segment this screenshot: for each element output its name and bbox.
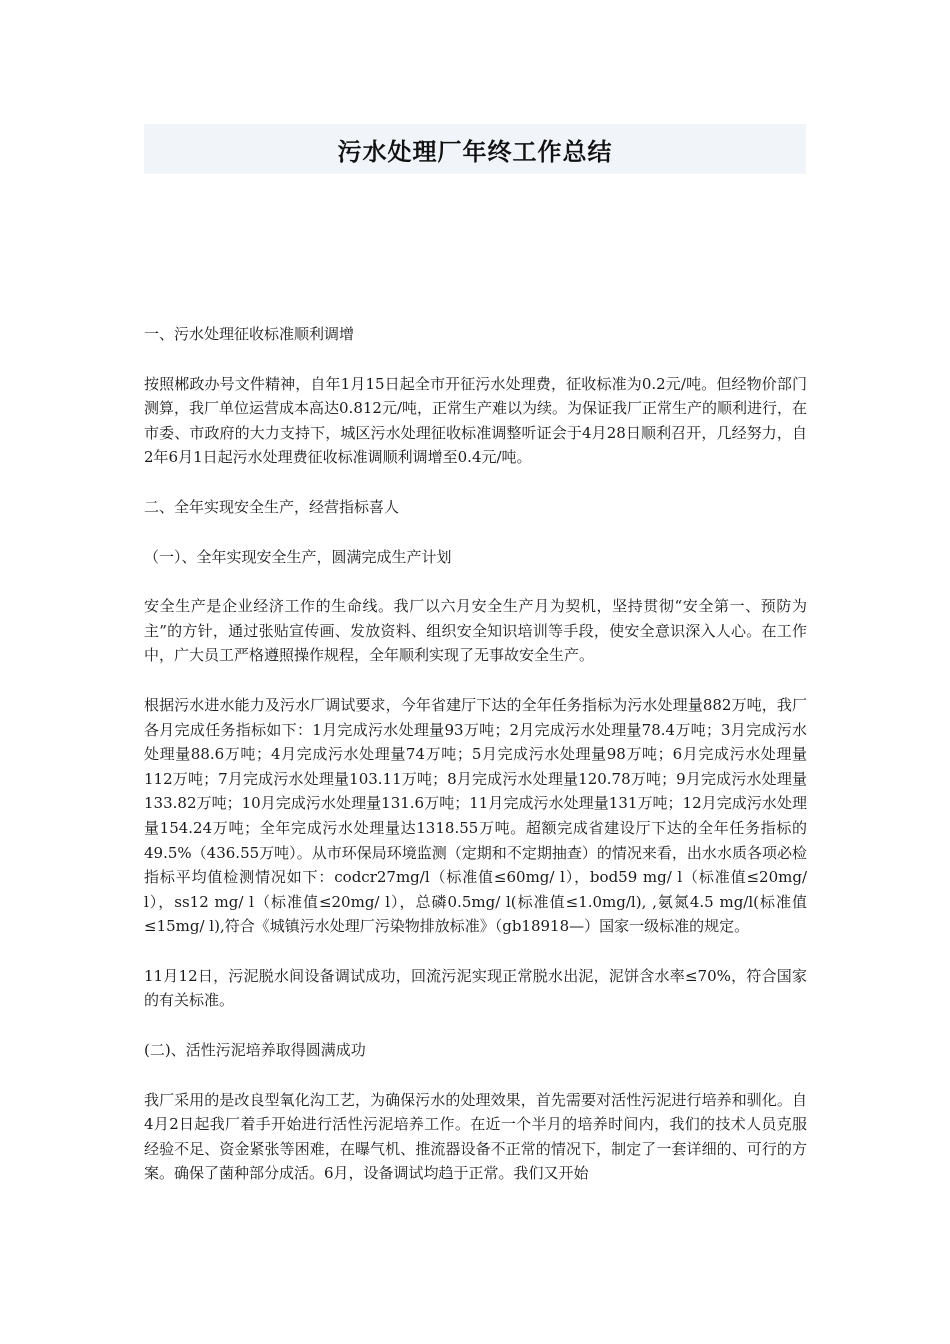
document-body — [144, 322, 807, 1211]
document-title: 污水处理厂年终工作总结 — [337, 137, 613, 166]
subsection-heading-1: （一）、全年实现安全生产，圆满完成生产计划 — [144, 547, 452, 566]
paragraph-safety: 安全生产是企业经济工作的生命线。我厂以六月安全生产月为契机，坚持贯彻“安全第一、预防为主”的方针，通过张贴宣传画、发放资料、组织安全知识培训等手段，使安全意识深入人心。在工作中，广大员工严格遵照操作规程，全年顺利实现了无事故安全生产。 — [144, 597, 807, 665]
paragraph-monthly-volume: 根据污水进水能力及污水厂调试要求，今年省建厅下达的全年任务指标为污水处理量882万吨，我厂各月完成任务指标如下：1月完成污水处理量93万吨；2月完成污水处理量78.4万吨；3月完成污水处理量88.6万吨；4月完成污水处理量74万吨；5月完成污水处理量98万吨；6月完成污水处理量112万吨；7月完成污水处理量103.11万吨；8月完成污水处理量120.78万吨；9月完成污水处理量133.82万吨；10月完成污水处理量131.6万吨；11月完成污水处理量131万吨；12月完成污水处理量154.24万吨；全年完成污水处理量达1318.55万吨。超额完成省建设厅下达的全年任务指标的49.5%（436.55万吨）。从市环保局环境监测（定期和不定期抽查）的情况来看，出水水质各项必检指标平均值检测情况如下：codcr27mg/l（标准值≤60mg/ l），bod59 mg/ l（标准值≤20mg/ l），ss12 mg/ l（标准值≤20mg/ l），总磷0.5mg/ l(标准值≤1.0mg/l), ,氨氮4.5 mg/l(标准值≤15mg/ l),符合《城镇污水处理厂污染物排放标准》（gb18918—）国家一级标准的规定。 — [144, 695, 807, 936]
section-heading-1: 一、污水处理征收标准顺利调增 — [144, 325, 355, 343]
title-band — [144, 124, 806, 174]
subsection-heading-2: (二)、活性污泥培养取得圆满成功 — [144, 1041, 366, 1060]
section-heading-2: 二、全年实现安全生产，经营指标喜人 — [144, 497, 400, 516]
paragraph-sludge-dewatering: 11月12日，污泥脱水间设备调试成功，回流污泥实现正常脱水出泥，泥饼含水率≤70%，符合国家的有关标准。 — [144, 966, 807, 1010]
paragraph-fee-adjustment: 按照郴政办号文件精神，自年1月15日起全市开征污水处理费，征收标准为0.2元/吨。但经物价部门测算，我厂单位运营成本高达0.812元/吨，正常生产难以为续。为保证我厂正常生产的顺利进行，在市委、市政府的大力支持下，城区污水处理征收标准调整听证会于4月28日顺利召开，几经努力，自2年6月1日起污水处理费征收标准调顺利调增至0.4元/吨。 — [144, 374, 807, 467]
paragraph-sludge-culture: 我厂采用的是改良型氧化沟工艺，为确保污水的处理效果，首先需要对活性污泥进行培养和驯化。自4月2日起我厂着手开始进行活性污泥培养工作。在近一个半月的培养时间内，我们的技术人员克服经验不足、资金紧张等困难，在曝气机、推流器设备不正常的情况下，制定了一套详细的、可行的方案。确保了菌种部分成活。6月，设备调试均趋于正常。我们又开始 — [144, 1090, 807, 1183]
